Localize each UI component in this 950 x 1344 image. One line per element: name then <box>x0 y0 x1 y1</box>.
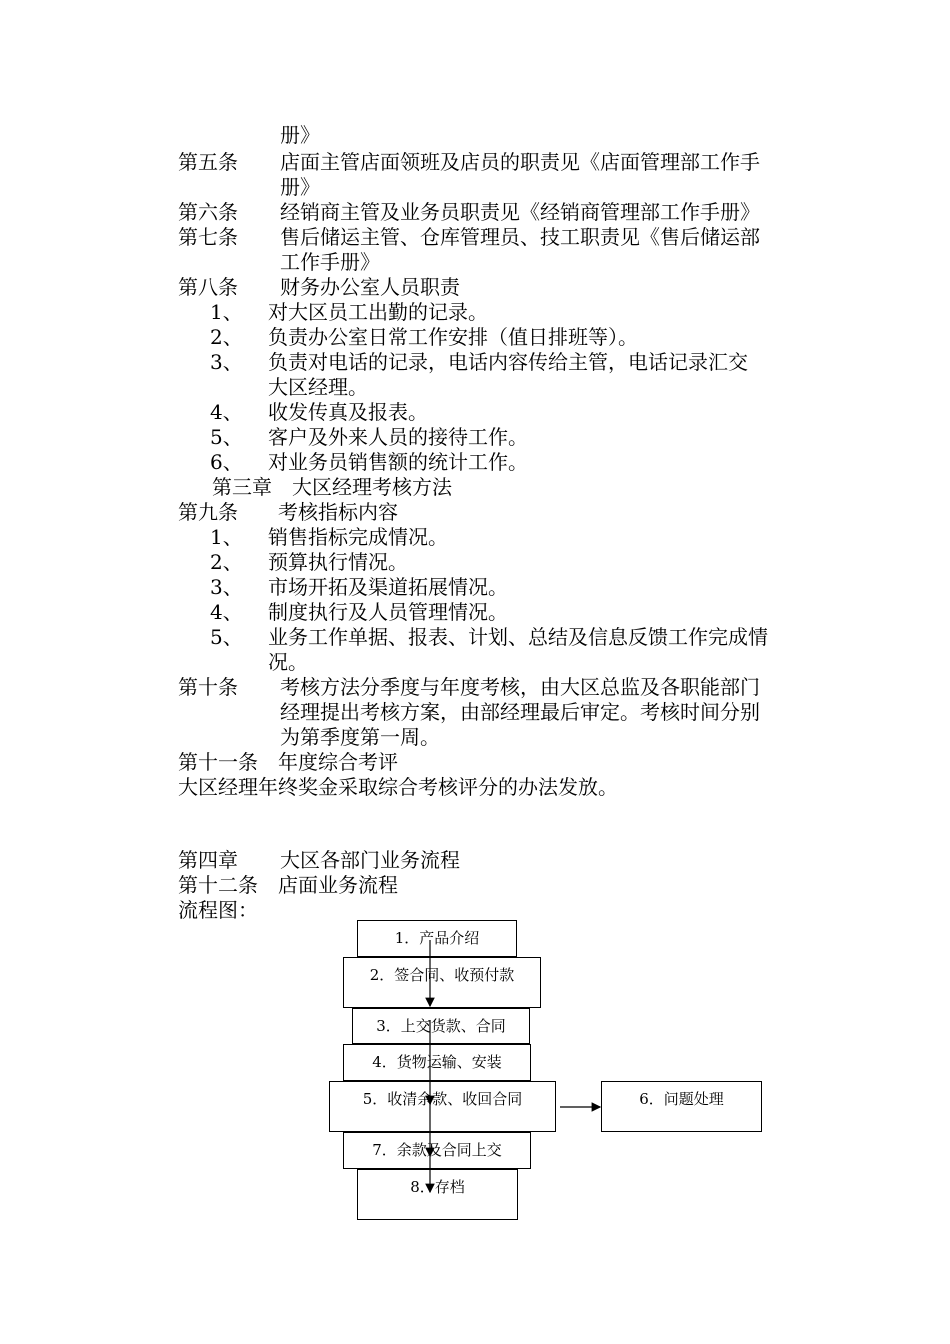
article-7-label: 第七条 <box>178 225 238 249</box>
article-10-label: 第十条 <box>178 675 238 699</box>
article-5-text-1: 店面主管店面领班及店员的职责见《店面管理部工作手 <box>280 150 760 174</box>
chapter-4-label: 第四章 <box>178 848 238 872</box>
flow-step-7-label: 7．余款及合同上交 <box>372 1141 502 1159</box>
article-11-body: 大区经理年终奖金采取综合考核评分的办法发放。 <box>178 775 618 799</box>
list-item-continuation: 况。 <box>268 650 308 674</box>
list-item-number: 4、 <box>210 400 243 424</box>
list-item: 负责对电话的记录，电话内容传给主管，电话记录汇交 <box>268 350 748 374</box>
article-5-label: 第五条 <box>178 150 238 174</box>
list-item-number: 3、 <box>210 575 243 599</box>
list-item: 预算执行情况。 <box>268 550 408 574</box>
list-item: 业务工作单据、报表、计划、总结及信息反馈工作完成情 <box>268 625 768 649</box>
list-item: 对业务员销售额的统计工作。 <box>268 450 528 474</box>
article-8-label: 第八条 <box>178 275 238 299</box>
flow-step-2-label: 2．签合同、收预付款 <box>369 966 515 984</box>
list-item: 收发传真及报表。 <box>268 400 428 424</box>
article-7-text-1: 售后储运主管、仓库管理员、技工职责见《售后储运部 <box>280 225 760 249</box>
list-item: 对大区员工出勤的记录。 <box>268 300 488 324</box>
article-9-label: 第九条 <box>178 500 238 524</box>
article-7-text-2: 工作手册》 <box>280 250 380 274</box>
article-8-text: 财务办公室人员职责 <box>280 275 460 299</box>
flow-step-6-label: 6．问题处理 <box>639 1090 724 1108</box>
article-6-text: 经销商主管及业务员职责见《经销商管理部工作手册》 <box>280 200 760 224</box>
article-6-label: 第六条 <box>178 200 238 224</box>
list-item-number: 2、 <box>210 325 243 349</box>
article-5-text-2: 册》 <box>280 175 320 199</box>
list-item-number: 3、 <box>210 350 243 374</box>
flow-step-4-label: 4．货物运输、安装 <box>372 1053 502 1071</box>
flow-step-3-label: 3．上交货款、合同 <box>376 1017 506 1035</box>
flow-step-1-label: 1．产品介绍 <box>394 929 480 947</box>
continuation-text: 册》 <box>280 123 320 147</box>
list-item-number: 1、 <box>210 525 243 549</box>
list-item-number: 5、 <box>210 425 243 449</box>
flow-step-8-label: 8．存档 <box>410 1178 465 1196</box>
list-item-number: 1、 <box>210 300 243 324</box>
list-item: 销售指标完成情况。 <box>268 525 448 549</box>
list-item-continuation: 大区经理。 <box>268 375 368 399</box>
list-item: 客户及外来人员的接待工作。 <box>268 425 528 449</box>
list-item-number: 6、 <box>210 450 243 474</box>
list-item: 制度执行及人员管理情况。 <box>268 600 508 624</box>
list-item-number: 4、 <box>210 600 243 624</box>
flowchart-label: 流程图： <box>178 898 258 922</box>
article-11-heading: 第十一条 年度综合考评 <box>178 750 398 774</box>
article-12-heading: 第十二条 店面业务流程 <box>178 873 398 897</box>
flow-step-5-label: 5．收清余款、收回合同 <box>362 1090 523 1108</box>
chapter-4-text: 大区各部门业务流程 <box>280 848 460 872</box>
list-item-number: 5、 <box>210 625 243 649</box>
article-9-text: 考核指标内容 <box>278 500 398 524</box>
chapter-3-heading: 第三章 大区经理考核方法 <box>212 475 452 499</box>
list-item-number: 2、 <box>210 550 243 574</box>
list-item: 负责办公室日常工作安排（值日排班等）。 <box>268 325 638 349</box>
article-10-text-1: 考核方法分季度与年度考核，由大区总监及各职能部门 <box>280 675 760 699</box>
article-10-text-2: 经理提出考核方案，由部经理最后审定。考核时间分别 <box>280 700 760 724</box>
article-10-text-3: 为第季度第一周。 <box>280 725 440 749</box>
list-item: 市场开拓及渠道拓展情况。 <box>268 575 508 599</box>
